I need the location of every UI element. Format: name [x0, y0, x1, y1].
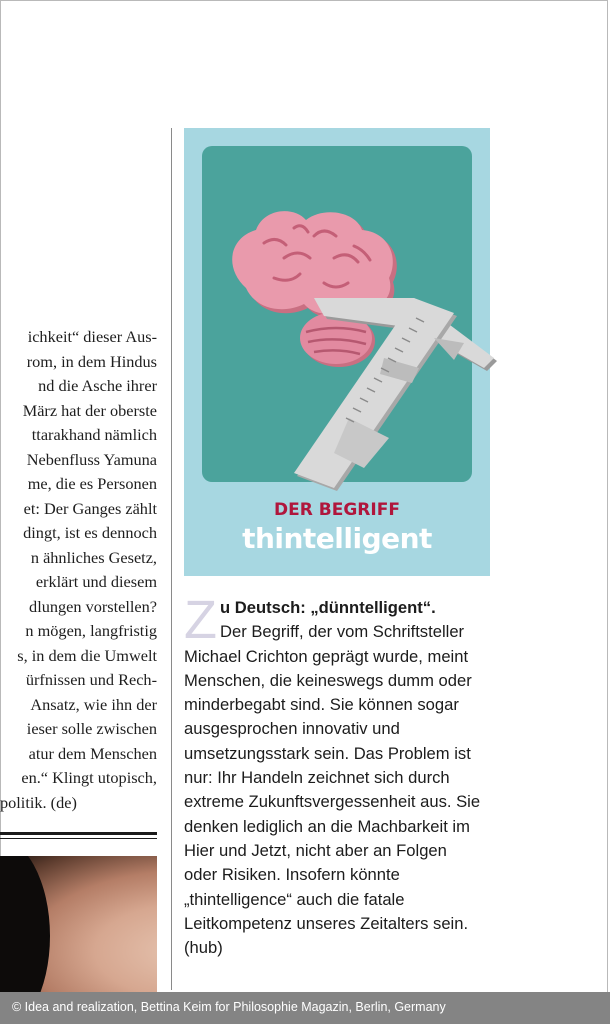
- cropped-photo: [0, 856, 157, 992]
- left-line: März hat der oberste: [22, 400, 157, 420]
- left-line: me, die es Personen: [27, 474, 157, 493]
- left-column-text: [0, 326, 157, 826]
- left-line: ürfnissen und Rech-: [25, 670, 157, 689]
- article-text: [184, 590, 484, 960]
- left-line: dlungen vorstellen?: [29, 596, 157, 616]
- term-card: [184, 128, 490, 576]
- left-line: politik. (de): [0, 792, 77, 812]
- article-body: Der Begriff, der vom Schriftsteller Michael Crichton geprägt wurde, meint Menschen, die keineswegs dumm oder minderbegabt sind. Sie können sogar ausgesprochen innovativ und umsetzungsstark sein. Das Problem ist nur: Ihr Handeln zeichnet sich durch extreme Zukunftsvergessenheit aus. Sie denken lediglich an die Machbarkeit im Hier und Jetzt, nicht aber an Folgen oder Risiken. Insofern könnte „thintelligence“ auch die fatale Leitkompetenz unseres Zeitalters sein. (hub): [184, 622, 481, 958]
- left-line: ttarakhand nämlich: [31, 425, 157, 444]
- left-line: ieser solle zwischen: [26, 719, 157, 738]
- left-line: et: Der Ganges zählt: [23, 498, 157, 518]
- section-rule-thin: [0, 838, 157, 839]
- left-line: nd die Asche ihrer: [38, 376, 157, 395]
- left-line: erklärt und diesem: [35, 572, 157, 591]
- card-title: thintelligent: [242, 522, 432, 555]
- left-line: Ansatz, wie ihn der: [30, 694, 157, 714]
- credit-bar: [0, 992, 610, 1024]
- left-line: rom, in dem Hindus: [26, 351, 157, 371]
- left-line: n mögen, langfristig: [25, 621, 157, 640]
- left-line: en.“ Klingt utopisch,: [21, 768, 157, 787]
- drop-cap: Z: [184, 590, 217, 650]
- left-line: dingt, ist es dennoch: [23, 523, 157, 542]
- card-kicker: DER BEGRIFF: [274, 500, 400, 520]
- left-line: ichkeit“ dieser Aus-: [27, 327, 157, 346]
- article-lede: u Deutsch: „dünntelligent“.: [220, 598, 436, 617]
- credit-text: © Idea and realization, Bettina Keim for Philosophie Magazin, Berlin, Germany: [12, 1000, 446, 1014]
- column-divider: [171, 128, 172, 990]
- left-line: Nebenfluss Yamuna: [26, 449, 157, 469]
- left-line: atur dem Menschen: [28, 743, 157, 763]
- left-line: n ähnliches Gesetz,: [30, 547, 157, 567]
- left-line: s, in dem die Umwelt: [17, 645, 157, 665]
- section-rule: [0, 832, 157, 835]
